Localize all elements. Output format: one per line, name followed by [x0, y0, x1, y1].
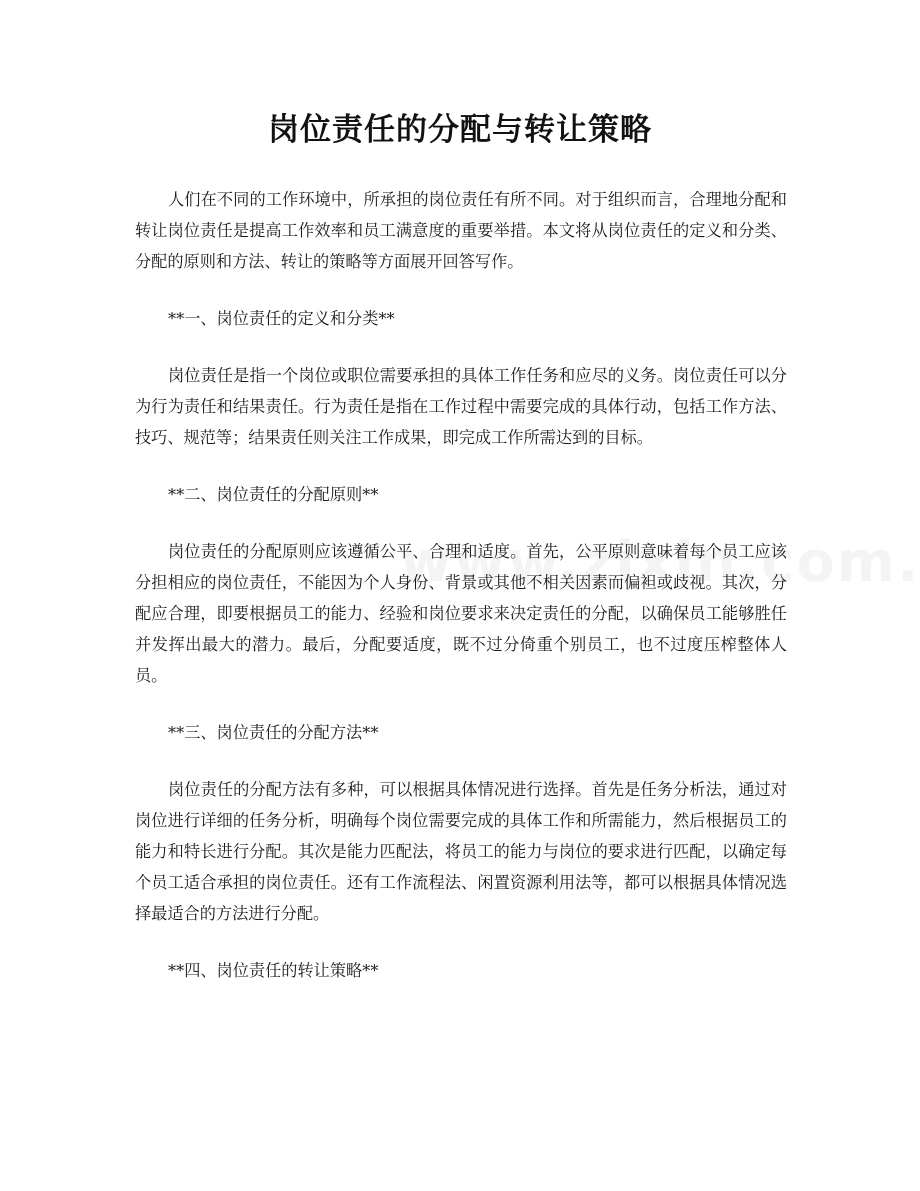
section-heading-4: **四、岗位责任的转让策略** [168, 961, 379, 980]
section-heading-1: **一、岗位责任的定义和分类** [168, 309, 395, 328]
section-heading-2: **二、岗位责任的分配原则** [168, 485, 379, 504]
section-3-paragraph: 岗位责任的分配方法有多种，可以根据具体情况进行选择。首先是任务分析法，通过对岗位进行详细的任务分析，明确每个岗位需要完成的具体工作和所需能力，然后根据员工的能力和特长进行分配。其次是能力匹配法，将员工的能力与岗位的要求进行匹配，以确定每个员工适合承担的岗位责任。还有工作流程法、闲置资源利用法等，都可以根据具体情况选择最适合的方法进行分配。 [135, 780, 787, 923]
section-1-paragraph: 岗位责任是指一个岗位或职位需要承担的具体工作任务和应尽的义务。岗位责任可以分为行为责任和结果责任。行为责任是指在工作过程中需要完成的具体行动，包括工作方法、技巧、规范等；结果责任则关注工作成果，即完成工作所需达到的目标。 [135, 366, 787, 447]
document-body [135, 184, 787, 1012]
intro-paragraph: 人们在不同的工作环境中，所承担的岗位责任有所不同。对于组织而言，合理地分配和转让岗位责任是提高工作效率和员工满意度的重要举措。本文将从岗位责任的定义和分类、分配的原则和方法、转让的策略等方面展开回答写作。 [135, 190, 787, 271]
section-2-paragraph: 岗位责任的分配原则应该遵循公平、合理和适度。首先，公平原则意味着每个员工应该分担相应的岗位责任，不能因为个人身份、背景或其他不相关因素而偏袒或歧视。其次，分配应合理，即要根据员工的能力、经验和岗位要求来决定责任的分配，以确保员工能够胜任并发挥出最大的潜力。最后，分配要适度，既不过分倚重个别员工，也不过度压榨整体人员。 [135, 542, 787, 685]
section-heading-3: **三、岗位责任的分配方法** [168, 723, 379, 742]
page-title: 岗位责任的分配与转让策略 [268, 112, 652, 148]
